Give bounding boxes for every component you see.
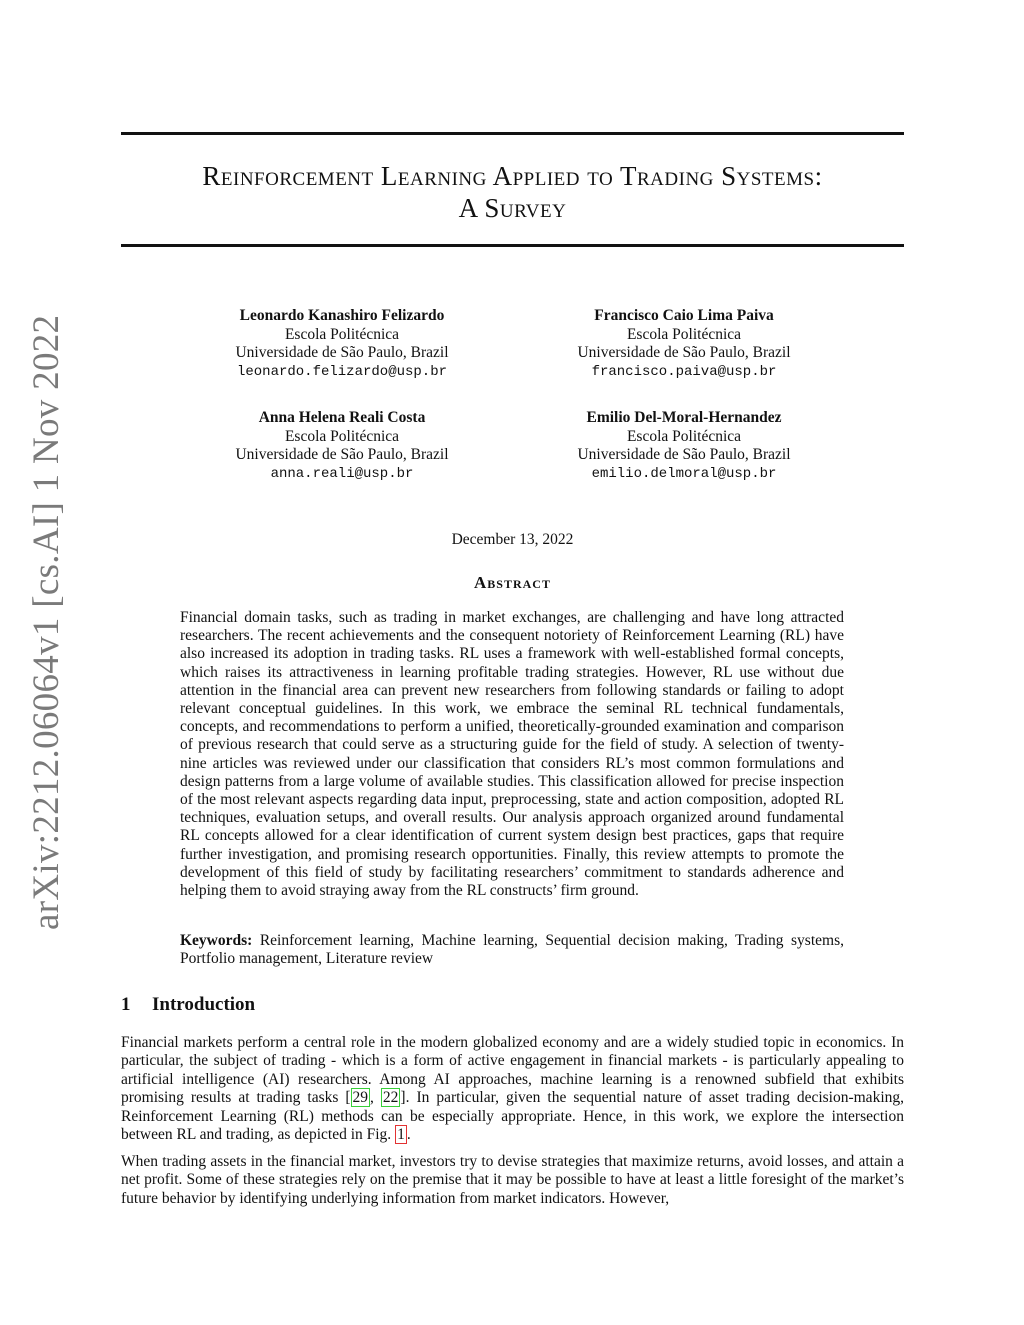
author-affiliation: Universidade de São Paulo, Brazil [235, 446, 449, 463]
author-name: Emilio Del-Moral-Hernandez [586, 409, 782, 426]
author-name: Francisco Caio Lima Paiva [594, 307, 774, 324]
paragraph-text: ]. In particular, given the sequential nature of asset trading decision-making, Reinforcement Learning (RL) methods can be especially appropriate. Hence, in this work, we explore the intersection between RL and trading, as depicted in Fig. [121, 1089, 904, 1144]
keywords [180, 932, 844, 968]
title-top-rule [121, 132, 904, 135]
title-bottom-rule [121, 244, 904, 247]
paragraph-text: . [406, 1126, 411, 1144]
author-block [519, 409, 849, 483]
author-affiliation: Escola Politécnica [626, 325, 742, 343]
citation-link[interactable]: 29 [352, 1089, 369, 1107]
abstract-heading: Abstract [474, 573, 551, 592]
author-block [177, 409, 507, 483]
citation-separator: , [370, 1089, 381, 1107]
figure-reference-link[interactable]: 1 [397, 1126, 405, 1144]
citation-link[interactable]: 22 [382, 1089, 399, 1107]
abstract-body: Financial domain tasks, such as trading in market exchanges, are challenging and have long attracted researchers. The recent achievements and the consequent notoriety of Reinforcement Learning (RL) have also increased its adoption in trading tasks. RL uses a framework with well-established formal concepts, which raises its attractiveness in learning profitable trading strategies. However, RL use without due attention in the financial area can prevent new researchers from following standards or failing to adopt relevant conceptual guidelines. In this work, we embrace the seminal RL technical fundamentals, concepts, and recommendations to perform a unified, theoretically-grounded examination and comparison of previous research that could serve as a structuring guide for the field of study. A selection of twenty-nine articles was reviewed under our classification that considers RL’s most common formulations and design patterns from a large volume of available studies. This classification allowed for precise inspection of the most relevant aspects regarding data input, preprocessing, state and action composition, adopted RL techniques, evaluation setups, and overall results. Our analysis approach organized around fundamental RL concepts allowed for a clear identification of current system design best practices, gaps that require further investigation, and promising research opportunities. Finally, this review attempts to promote the development of this field of study by facilitating researchers’ commitment to standards adherence and helping them to avoid straying away from the RL constructs’ firm ground. [180, 609, 844, 900]
section-number: 1 [121, 994, 131, 1015]
arxiv-identifier-stamp: arXiv:2212.06064v1 [cs.AI] 1 Nov 2022 [26, 314, 67, 930]
keywords-label: Keywords: [180, 932, 253, 949]
publication-date: December 13, 2022 [451, 531, 574, 548]
author-affiliation: Universidade de São Paulo, Brazil [577, 344, 791, 361]
author-affiliation: Escola Politécnica [626, 427, 742, 445]
section-title: Introduction [152, 994, 256, 1015]
author-email[interactable]: emilio.delmoral@usp.br [591, 465, 777, 482]
author-affiliation: Escola Politécnica [284, 325, 400, 343]
author-email[interactable]: anna.reali@usp.br [270, 465, 414, 482]
author-block [519, 307, 849, 381]
author-name: Leonardo Kanashiro Felizardo [239, 307, 445, 324]
paper-title-line-2: A Survey [458, 193, 567, 223]
paragraph-text: Financial markets perform a central role in the modern globalized economy and are a widely studied topic in economics. In particular, the subject of trading - which is a form of active engagement in financial markets - is particularly appealing to artificial intelligence (AI) researchers. Among AI approaches, machine learning is a renowned subfield that exhibits promising results at trading tasks [ [121, 1034, 904, 1107]
author-block [177, 307, 507, 381]
author-email[interactable]: leonardo.felizardo@usp.br [236, 363, 448, 380]
author-affiliation: Escola Politécnica [284, 427, 400, 445]
keywords-text: Reinforcement learning, Machine learning, Sequential decision making, Trading systems, Portfolio management, Literature review [180, 932, 844, 968]
paper-title-line-1: Reinforcement Learning Applied to Trading Systems: [202, 161, 823, 191]
intro-paragraph-1 [121, 1034, 904, 1144]
intro-paragraph-2: When trading assets in the financial market, investors try to devise strategies that maximize returns, avoid losses, and attain a net profit. Some of these strategies rely on the premise that it may be possible to have at least a little foresight of the market’s future behavior by identifying underlying information from market indicators. However, [121, 1153, 904, 1207]
author-affiliation: Universidade de São Paulo, Brazil [235, 344, 449, 361]
author-email[interactable]: francisco.paiva@usp.br [591, 363, 777, 380]
paper-title [121, 160, 904, 224]
author-name: Anna Helena Reali Costa [258, 409, 426, 426]
section-heading-introduction [121, 994, 255, 1016]
author-affiliation: Universidade de São Paulo, Brazil [577, 446, 791, 463]
